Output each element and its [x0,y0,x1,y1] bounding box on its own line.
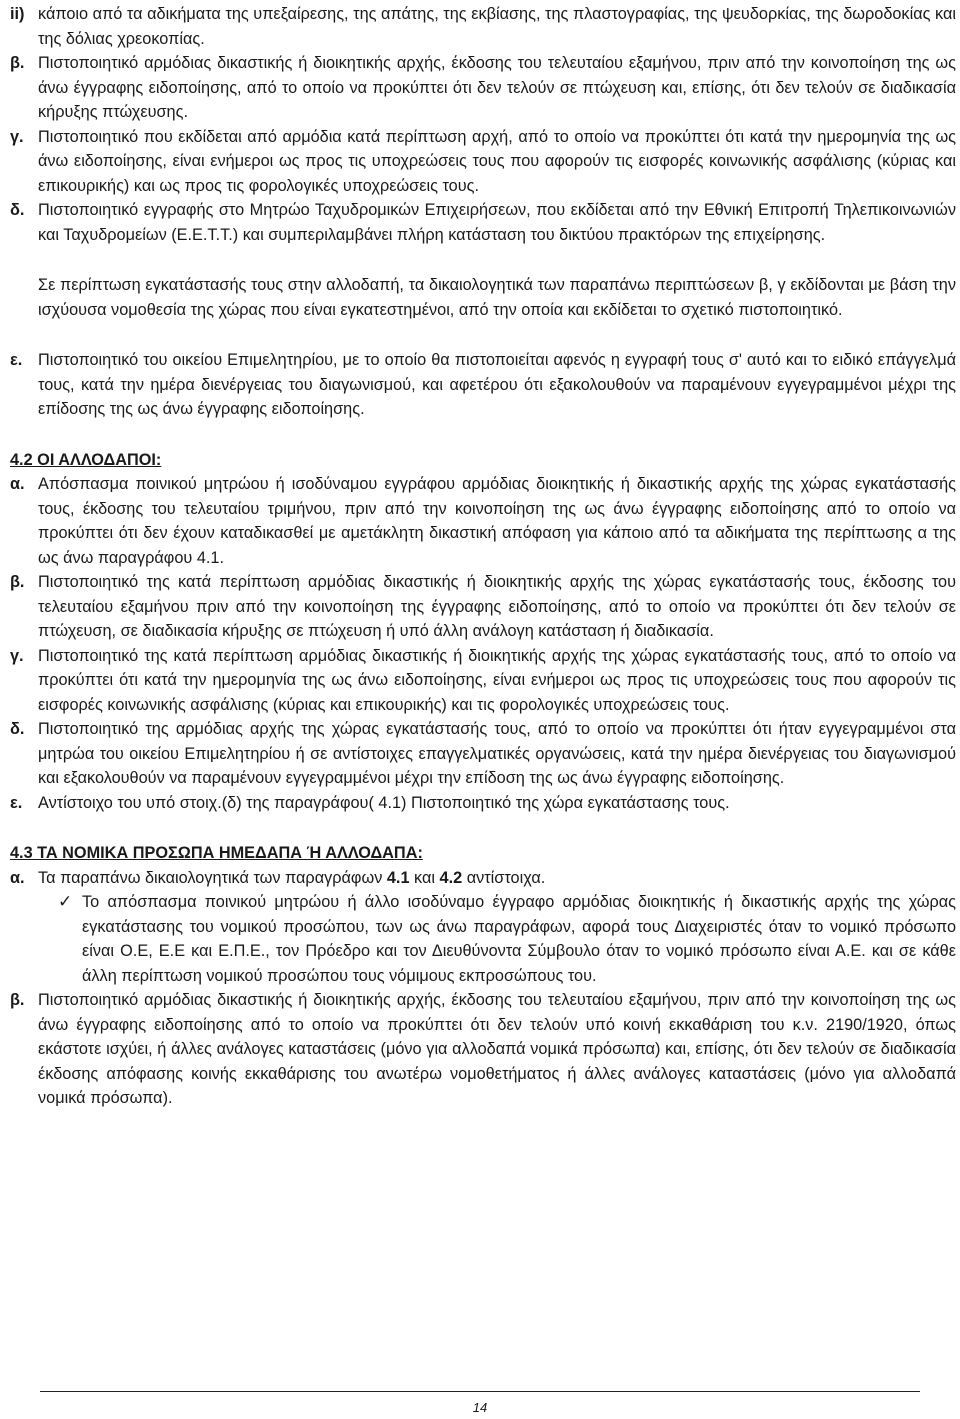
footer-divider [40,1391,920,1392]
section-title-4-2: 4.2 ΟΙ ΑΛΛΟΔΑΠΟΙ: [10,450,162,469]
section-title-4-3: 4.3 ΤΑ ΝΟΜΙΚΑ ΠΡΟΣΩΠΑ ΗΜΕΔΑΠΑ Ή ΑΛΛΟΔΑΠΑ: [10,844,423,862]
s43-item-a [10,866,956,891]
item-label: δ. [10,720,25,738]
item-label: δ. [10,201,25,219]
list1-item-d [10,198,956,247]
item-text: Πιστοποιητικό εγγραφής στο Μητρώο Ταχυδρομικών Επιχειρήσεων, που εκδίδεται από την Εθνική Επιτροπή Τηλεπικοινωνιών και Ταχυδρομείων (Ε.Ε.Τ.Τ.) και συμπεριλαμβάνει πλήρη κατάσταση του δικτύου πρακτόρων της επιχείρησης. [38,201,956,244]
s42-item-c [10,644,956,718]
item-text: Πιστοποιητικό αρμόδιας δικαστικής ή διοικητικής αρχής, έκδοσης του τελευταίου εξαμήνου, πριν από την κοινοποίηση της ως άνω έγγραφης ειδοποίησης, από το οποίο να προκύπτει ότι δεν τελούν σε πτώχευση και, επίσης, ότι δεν τελούν σε διαδικασία κήρυξης πτώχευσης. [38,54,956,121]
item-label: β. [10,573,25,591]
ref-4-2: 4.2 [439,868,463,887]
list1-item-c [10,125,956,199]
check-icon: ✓ [58,892,73,911]
item-text: Πιστοποιητικό της αρμόδιας αρχής της χώρας εγκατάστασής τους, από το οποίο να προκύπτει ότι ήταν εγγεγραμμένοι στα μητρώα του οικείου Επιμελητηρίου ή σε αντίστοιχες επαγγελματικές οργανώσεις, κατά την ημέρα διενέργειας του διαγωνισμού και εξακολουθούν να παραμένουν εγγεγραμμένοι μέχρι την επίδοση της ως άνω έγγραφης ειδοποίησης. [38,720,956,787]
s42-item-d [10,717,956,791]
list1-item-b [10,51,956,125]
s43-item-b [10,988,956,1111]
item-label: γ. [10,646,24,665]
document-page [10,0,956,1111]
item-ii [10,2,956,51]
item-label: α. [10,475,25,493]
s42-item-e [10,791,956,816]
check-text: Το απόσπασμα ποινικού μητρώου ή άλλο ισοδύναμο έγγραφο αρμόδιας διοικητικής ή δικαστικής αρχής της χώρας εγκατάστασης του νομικού προσώπου, των ως άνω παραγράφων, αφορά τους Διαχειριστές όταν το νομικό πρόσωπο είναι Ο.Ε, Ε.Ε και Ε.Π.Ε., τον Πρόεδρο και τον Διευθύνοντα Σύμβουλο όταν το νομικό πρόσωπο είναι Α.Ε. και σε κάθε άλλη περίπτωση νομικού προσώπου τους νόμιμους εκπροσώπους του. [82,893,956,985]
item-text: Πιστοποιητικό αρμόδιας δικαστικής ή διοικητικής αρχής, έκδοσης του τελευταίου εξαμήνου, πριν από την κοινοποίηση της ως άνω έγγραφης ειδοποίησης από το οποίο να προκύπτει ότι δεν τελούν υπό κοινή εκκαθάριση του κ.ν. 2190/1920, όπως εκάστοτε ισχύει, ή άλλες ανάλογες καταστάσεις (μόνο για αλλοδαπά νομικά πρόσωπα) και, επίσης, ότι δεν τελούν σε διαδικασία έκδοσης απόφασης κοινής εκκαθάρισης του ανωτέρω νομοθετήματος ή άλλες ανάλογες καταστάσεις (μόνο για αλλοδαπά νομικά πρόσωπα). [38,991,956,1107]
item-text: κάποιο από τα αδικήματα της υπεξαίρεσης, της απάτης, της εκβίασης, της πλαστογραφίας, της ψευδορκίας, της δωροδοκίας και της δόλιας χρεοκοπίας. [38,5,956,48]
item-label: ii) [10,5,25,23]
item-label: ε. [10,793,23,812]
s42-item-b [10,570,956,644]
foreign-paragraph: Σε περίπτωση εγκατάστασής τους στην αλλοδαπή, τα δικαιολογητικά των παραπάνω περιπτώσεων β, γ εκδίδονται με βάση την ισχύουσα νομοθεσία της χώρας που είναι εγκατεστημένοι, από την οποία και εκδίδεται το σχετικό πιστοποιητικό. [38,276,956,319]
s42-item-a [10,472,956,570]
item-label: γ. [10,127,24,146]
item-text: Πιστοποιητικό της κατά περίπτωση αρμόδιας δικαστικής ή διοικητικής αρχής της χώρας εγκατάστασής τους, έκδοσης του τελευταίου εξαμήνου πριν από την κοινοποίηση της έγγραφης ειδοποίησης, από το οποίο να προκύπτει ότι δεν τελούν σε πτώχευση, σε διαδικασία κήρυξης σε πτώχευση ή υπό άλλη ανάλογη κατάσταση ή διαδικασία. [38,573,956,640]
item-text: Τα παραπάνω δικαιολογητικά των παραγράφων 4.1 και 4.2 αντίστοιχα. [38,868,546,887]
item-e [10,348,956,422]
item-label: ε. [10,351,23,369]
ref-4-1: 4.1 [386,868,410,887]
item-text: Πιστοποιητικό που εκδίδεται από αρμόδια κατά περίπτωση αρχή, από το οποίο να προκύπτει ότι κατά την ημερομηνία της ως άνω ειδοποίησης, είναι ενήμεροι ως προς τις υποχρεώσεις τους που αφορούν τις εισφορές κοινωνικής ασφάλισης (κύριας και επικουρικής) και ως προς τις φορολογικές υποχρεώσεις τους. [38,127,956,195]
item-label: β. [10,54,25,72]
item-label: β. [10,991,25,1009]
item-text: Πιστοποιητικό του οικείου Επιμελητηρίου, με το οποίο θα πιστοποιείται αφενός η εγγραφή τους σ' αυτό και το ειδικό επάγγελμά τους, κατά την ημέρα διενέργειας του διαγωνισμού, και αφετέρου ότι εξακολουθούν να παραμένουν εγγεγραμμένοι μέχρι της επίδοσης της ως άνω έγγραφης ειδοποίησης. [38,351,956,418]
item-text: Αντίστοιχο του υπό στοιχ.(δ) της παραγράφου( 4.1) Πιστοποιητικό της χώρα εγκατάστασης τους. [38,793,730,812]
page-number: 14 [472,1400,488,1415]
item-text: Απόσπασμα ποινικού μητρώου ή ισοδύναμου εγγράφου αρμόδιας διοικητικής ή δικαστικής αρχής της χώρας εγκατάστασής τους, έκδοσης του τελευταίου τριμήνου, πριν από την κοινοποίηση της ως άνω έγγραφης ειδοποίησης από το οποίο να προκύπτει ότι δεν έχουν καταδικασθεί με αμετάκλητη δικαστική απόφαση για κάποιο από τα αδικήματα της περίπτωσης α της ως άνω παραγράφου 4.1. [38,475,956,567]
check-item [10,890,956,988]
item-label: α. [10,868,25,887]
item-text: Πιστοποιητικό της κατά περίπτωση αρμόδιας δικαστικής ή διοικητικής αρχής της χώρας εγκατάστασής τους, από το οποίο να προκύπτει ότι κατά την ημερομηνία της ως άνω ειδοποίησης, είναι ενήμεροι ως προς τις υποχρεώσεις τους που αφορούν τις εισφορές κοινωνικής ασφάλισης (κύριας και επικουρικής) και τις φορολογικές υποχρεώσεις τους. [38,646,956,714]
